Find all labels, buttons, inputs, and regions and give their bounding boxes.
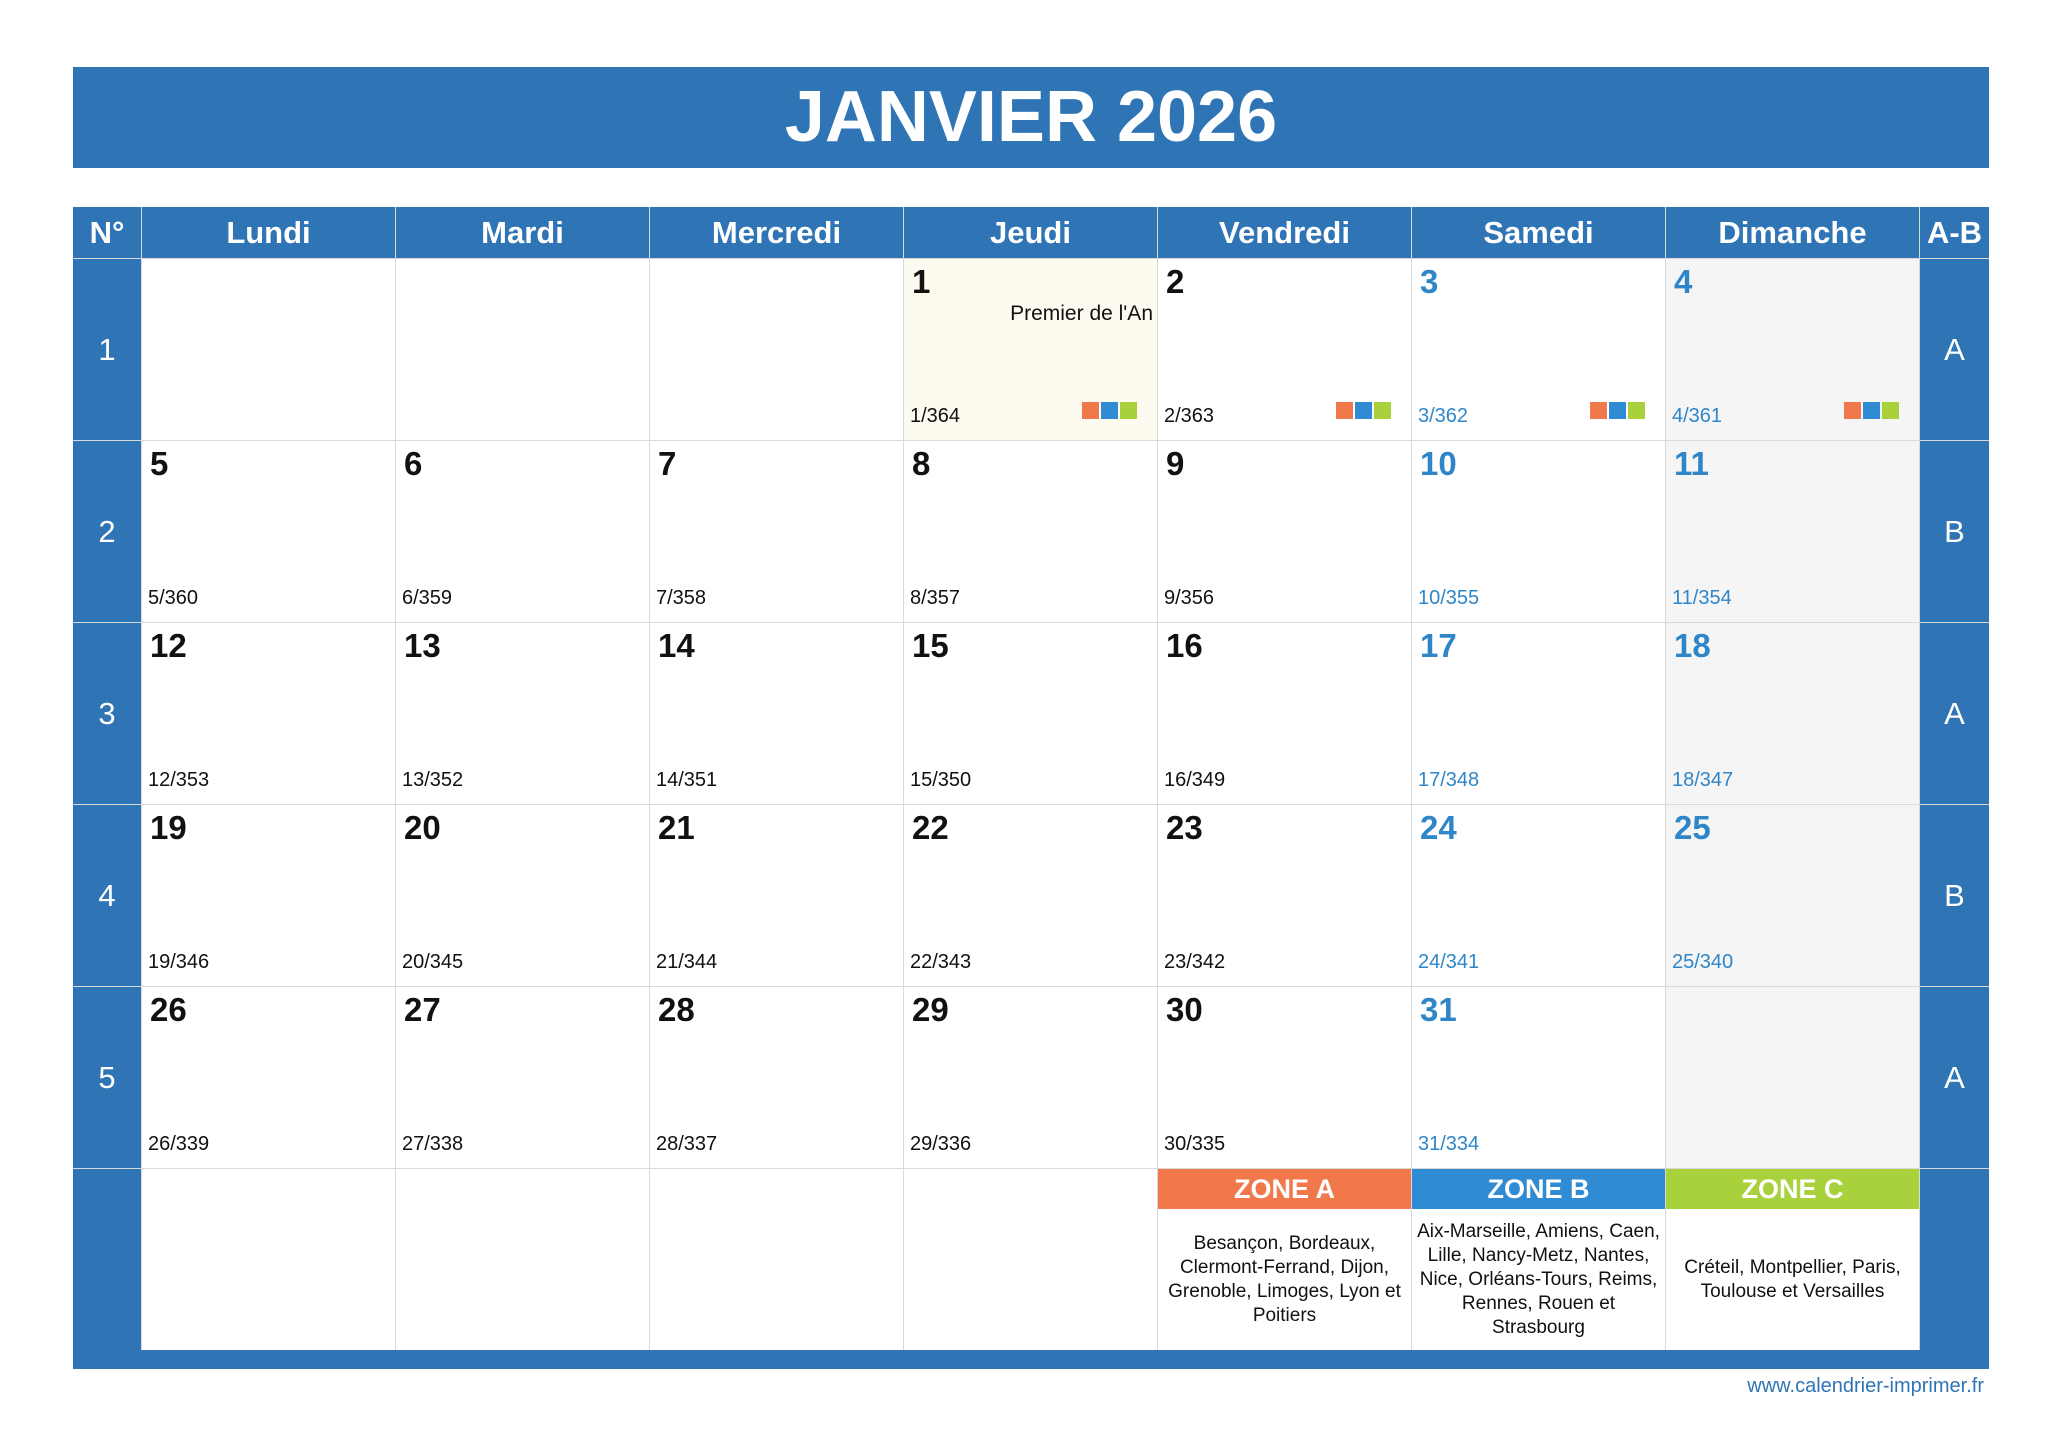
day-of-year: 4/361 (1672, 405, 1723, 427)
day-cell[interactable] (396, 623, 649, 804)
day-of-year: 16/349 (1164, 769, 1226, 791)
day-cell[interactable] (142, 805, 395, 986)
empty-day-cell (1666, 987, 1919, 1168)
day-of-year: 30/335 (1164, 1133, 1226, 1155)
day-cell[interactable] (142, 987, 395, 1168)
day-of-year: 23/342 (1164, 951, 1226, 973)
day-cell[interactable] (1666, 805, 1919, 986)
zone-cities: Aix-Marseille, Amiens, Caen, Lille, Nancy-Metz, Nantes, Nice, Orléans-Tours, Reims, Rennes, Rouen et Strasbourg (1417, 1220, 1660, 1338)
day-cell[interactable] (396, 805, 649, 986)
day-number: 14 (658, 627, 695, 664)
zone-b-marker (1355, 402, 1372, 419)
empty-zone-cell (142, 1169, 395, 1350)
zone-a-marker (1590, 402, 1607, 419)
zone-cell (1412, 1169, 1665, 1350)
school-holiday-markers (1844, 402, 1899, 419)
day-of-year: 22/343 (910, 951, 972, 973)
day-of-year: 27/338 (402, 1133, 464, 1155)
day-number: 30 (1166, 991, 1203, 1028)
day-cell[interactable] (650, 623, 903, 804)
day-number: 27 (404, 991, 441, 1028)
day-of-year: 2/363 (1164, 405, 1215, 427)
day-of-year: 25/340 (1672, 951, 1734, 973)
day-cell[interactable] (1412, 259, 1665, 440)
zone-c-marker (1628, 402, 1645, 419)
day-number: 24 (1420, 809, 1457, 846)
day-cell[interactable] (142, 623, 395, 804)
day-number: 8 (912, 445, 931, 482)
day-number: 19 (150, 809, 187, 846)
day-number: 25 (1674, 809, 1711, 846)
school-holiday-markers (1590, 402, 1645, 419)
week-number: 3 (73, 623, 141, 804)
day-of-year: 6/359 (402, 587, 453, 609)
zone-c-marker (1120, 402, 1137, 419)
day-number: 18 (1674, 627, 1711, 664)
day-cell[interactable] (1412, 805, 1665, 986)
day-cell[interactable] (1158, 259, 1411, 440)
day-of-year: 12/353 (148, 769, 210, 791)
header-week-number: N° (73, 207, 141, 258)
empty-day-cell (396, 259, 649, 440)
zone-header: ZONE A (1158, 1169, 1411, 1209)
zone-header: ZONE B (1412, 1169, 1665, 1209)
zone-a-marker (1082, 402, 1099, 419)
zone-c-marker (1882, 402, 1899, 419)
day-of-year: 21/344 (656, 951, 718, 973)
day-cell[interactable] (1666, 623, 1919, 804)
day-number: 6 (404, 445, 423, 482)
week-ab: A (1920, 623, 1989, 804)
day-of-year: 24/341 (1418, 951, 1480, 973)
day-cell[interactable] (904, 987, 1157, 1168)
day-number: 31 (1420, 991, 1457, 1028)
zone-cities: Besançon, Bordeaux, Clermont-Ferrand, Dijon, Grenoble, Limoges, Lyon et Poitiers (1168, 1232, 1401, 1326)
day-cell[interactable] (1158, 987, 1411, 1168)
footer-link[interactable]: www.calendrier-imprimer.fr (1747, 1375, 1984, 1397)
day-number: 20 (404, 809, 441, 846)
day-cell[interactable] (904, 259, 1157, 440)
day-cell[interactable] (1412, 623, 1665, 804)
day-of-year: 7/358 (656, 587, 707, 609)
day-of-year: 31/334 (1418, 1133, 1480, 1155)
day-of-year: 10/355 (1418, 587, 1480, 609)
day-of-year: 8/357 (910, 587, 961, 609)
day-cell[interactable] (1158, 805, 1411, 986)
day-number: 5 (150, 445, 169, 482)
day-number: 15 (912, 627, 949, 664)
zone-c-marker (1374, 402, 1391, 419)
week-ab: B (1920, 441, 1989, 622)
empty-day-cell (142, 259, 395, 440)
week-ab: A (1920, 259, 1989, 440)
day-of-year: 17/348 (1418, 769, 1480, 791)
zone-header: ZONE C (1666, 1169, 1919, 1209)
day-number: 23 (1166, 809, 1203, 846)
school-holiday-markers (1336, 402, 1391, 419)
week-number: 5 (73, 987, 141, 1168)
day-number: 22 (912, 809, 949, 846)
day-of-year: 11/354 (1672, 587, 1732, 609)
header-day: Samedi (1412, 207, 1665, 258)
day-of-year: 20/345 (402, 951, 464, 973)
day-cell[interactable] (1666, 259, 1919, 440)
day-of-year: 18/347 (1672, 769, 1734, 791)
day-number: 9 (1166, 445, 1185, 482)
week-ab: A (1920, 987, 1989, 1168)
day-cell[interactable] (904, 805, 1157, 986)
week-number: 1 (73, 259, 141, 440)
zone-cell (1666, 1169, 1919, 1350)
day-of-year: 5/360 (148, 587, 199, 609)
day-of-year: 9/356 (1164, 587, 1215, 609)
day-number: 16 (1166, 627, 1203, 664)
day-number: 17 (1420, 627, 1457, 664)
empty-zone-cell (650, 1169, 903, 1350)
day-cell[interactable] (904, 441, 1157, 622)
day-number: 1 (912, 263, 931, 300)
day-number: 26 (150, 991, 187, 1028)
day-cell[interactable] (650, 805, 903, 986)
day-number: 12 (150, 627, 187, 664)
day-cell[interactable] (142, 441, 395, 622)
day-cell[interactable] (1158, 441, 1411, 622)
zone-a-marker (1844, 402, 1861, 419)
zones-row-side (73, 1169, 141, 1350)
day-of-year: 19/346 (148, 951, 210, 973)
day-of-year: 13/352 (402, 769, 464, 791)
day-of-year: 26/339 (148, 1133, 210, 1155)
day-number: 29 (912, 991, 949, 1028)
zone-b-marker (1101, 402, 1118, 419)
header-day: Lundi (142, 207, 395, 258)
header-day: Mercredi (650, 207, 903, 258)
empty-zone-cell (904, 1169, 1157, 1350)
week-ab: B (1920, 805, 1989, 986)
day-cell[interactable] (650, 987, 903, 1168)
day-number: 21 (658, 809, 695, 846)
day-cell[interactable] (1412, 987, 1665, 1168)
day-of-year: 3/362 (1418, 405, 1469, 427)
header-ab: A-B (1920, 207, 1989, 258)
empty-zone-cell (396, 1169, 649, 1350)
zone-cities: Créteil, Montpellier, Paris, Toulouse et Versailles (1684, 1256, 1901, 1302)
day-number: 11 (1674, 445, 1709, 482)
zone-b-marker (1609, 402, 1626, 419)
header-day: Mardi (396, 207, 649, 258)
day-of-year: 14/351 (656, 769, 718, 791)
day-cell[interactable] (1158, 623, 1411, 804)
day-of-year: 1/364 (910, 405, 961, 427)
day-cell[interactable] (396, 987, 649, 1168)
header-day: Vendredi (1158, 207, 1411, 258)
calendar-grid (73, 207, 1989, 1350)
day-of-year: 15/350 (910, 769, 972, 791)
day-of-year: 28/337 (656, 1133, 718, 1155)
day-number: 2 (1166, 263, 1185, 300)
zone-cell (1158, 1169, 1411, 1350)
zones-row-side-right (1920, 1169, 1989, 1350)
day-number: 3 (1420, 263, 1439, 300)
week-number: 4 (73, 805, 141, 986)
day-cell[interactable] (904, 623, 1157, 804)
day-cell[interactable] (1666, 441, 1919, 622)
day-cell[interactable] (1412, 441, 1665, 622)
day-of-year: 29/336 (910, 1133, 972, 1155)
day-number: 7 (658, 445, 677, 482)
holiday-name: Premier de l'An (1010, 302, 1153, 325)
zone-a-marker (1336, 402, 1353, 419)
school-holiday-markers (1082, 402, 1137, 419)
week-number: 2 (73, 441, 141, 622)
header-day: Jeudi (904, 207, 1157, 258)
day-cell[interactable] (650, 441, 903, 622)
calendar-title: JANVIER 2026 (73, 67, 1989, 168)
zone-b-marker (1863, 402, 1880, 419)
empty-day-cell (650, 259, 903, 440)
day-number: 28 (658, 991, 695, 1028)
day-number: 13 (404, 627, 441, 664)
day-number: 4 (1674, 263, 1693, 300)
day-number: 10 (1420, 445, 1457, 482)
day-cell[interactable] (396, 441, 649, 622)
header-day: Dimanche (1666, 207, 1919, 258)
